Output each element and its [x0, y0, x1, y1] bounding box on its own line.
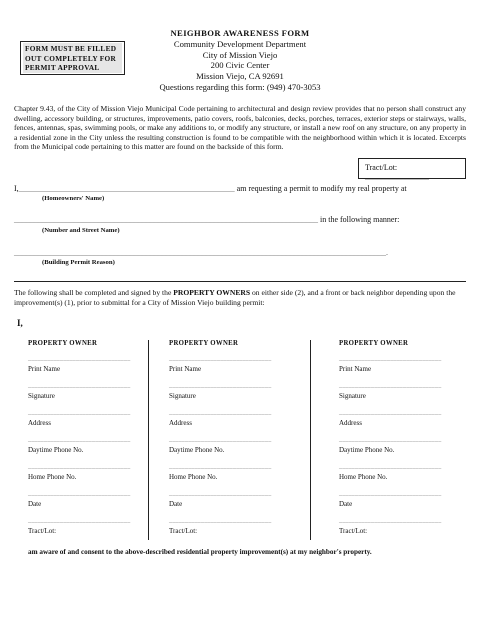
- field-label: Home Phone No.: [28, 473, 77, 481]
- homeowner-line: [14, 184, 407, 193]
- column-divider: [310, 340, 311, 540]
- i-prefix: I,: [17, 318, 23, 328]
- homeowner-name-caption: (Homeowners' Name): [42, 195, 105, 202]
- manner-text: in the following manner:: [320, 215, 400, 224]
- field-line[interactable]: ________________________________: [169, 518, 272, 524]
- field-label: Daytime Phone No.: [28, 446, 84, 454]
- note-emphasis: PROPERTY OWNERS: [173, 288, 251, 297]
- field-line[interactable]: ________________________________: [339, 464, 442, 470]
- street-caption: (Number and Street Name): [42, 227, 120, 234]
- field-line[interactable]: ________________________________: [28, 518, 131, 524]
- owner-column-3: [339, 340, 449, 540]
- section-divider: [14, 281, 466, 282]
- street-line: [14, 215, 399, 224]
- field-line[interactable]: ________________________________: [28, 383, 131, 389]
- consent-statement: am aware of and consent to the above-described residential property improvement(s) at my neighbor's property.: [28, 548, 372, 556]
- permit-reason-caption: (Building Permit Reason): [42, 259, 115, 266]
- questions-phone: Questions regarding this form: (949) 470-3053: [159, 81, 321, 92]
- homeowner-name-field[interactable]: ______________________________________________________: [18, 184, 235, 193]
- column-divider: [148, 340, 149, 540]
- field-line[interactable]: ________________________________: [339, 383, 442, 389]
- field-line[interactable]: ________________________________: [169, 491, 272, 497]
- owner-column-2: [169, 340, 279, 540]
- owner-column-1: [28, 340, 138, 540]
- field-line[interactable]: ________________________________: [169, 464, 272, 470]
- field-line[interactable]: ________________________________: [28, 356, 131, 362]
- field-label: Signature: [169, 392, 196, 400]
- note-text: on either side (2), and a front or back neighbor depending upon the improvement(s) (1), prior to submittal for a City of Mission Viejo building permit:: [14, 288, 456, 307]
- street-address-field[interactable]: ____________________________________________________________________________: [14, 215, 318, 224]
- notice-line: PERMIT APPROVAL: [25, 63, 100, 72]
- field-label: Home Phone No.: [169, 473, 218, 481]
- permit-notice: [23, 43, 122, 73]
- field-label: Print Name: [28, 365, 61, 373]
- field-label: Address: [28, 419, 51, 427]
- field-line[interactable]: ________________________________: [339, 491, 442, 497]
- field-label: Tract/Lot:: [169, 527, 198, 535]
- notice-line: OUT COMPLETELY FOR: [25, 53, 117, 63]
- form-header: [120, 28, 360, 93]
- field-label: Daytime Phone No.: [169, 446, 225, 454]
- instructions-note: [14, 288, 466, 307]
- line-prefix: I,: [14, 184, 19, 193]
- field-label: Signature: [28, 392, 55, 400]
- field-line[interactable]: ________________________________: [339, 410, 442, 416]
- column-heading: PROPERTY OWNER: [339, 340, 409, 347]
- tract-lot-field[interactable]: ________________: [365, 172, 429, 181]
- reason-line: [14, 248, 388, 257]
- field-label: Print Name: [339, 365, 372, 373]
- column-heading: PROPERTY OWNER: [28, 340, 98, 347]
- department-name: Community Development Department: [173, 38, 307, 49]
- column-heading: PROPERTY OWNER: [169, 340, 239, 347]
- intro-paragraph: Chapter 9.43, of the City of Mission Viejo Municipal Code pertaining to architectural and design review provides that no person shall construct any dwelling, accessory building, or structures, improvements, patio covers, roofs, balconies, decks, porches, terraces, exterior steps or stairways, walls, fences, antennas, spas, swimming pools, or make any additions to, or modify any structure, or install a new roof on any structure, on any property in a residential zone in the City unless the resulting construction is found to be compatible with the neighborhood within which it is located. Excerpts from the Municipal code pertaining to this matter are found on the backside of this form.: [14, 104, 466, 152]
- field-line[interactable]: ________________________________: [169, 356, 272, 362]
- request-text: am requesting a permit to modify my real property at: [236, 184, 407, 193]
- tract-lot-box[interactable]: [358, 158, 466, 179]
- field-label: Date: [28, 500, 42, 508]
- field-line[interactable]: ________________________________: [28, 410, 131, 416]
- permit-notice-box: [20, 41, 125, 75]
- field-label: Address: [339, 419, 362, 427]
- city-state-zip: Mission Viejo, CA 92691: [196, 71, 284, 82]
- field-label: Tract/Lot:: [28, 527, 57, 535]
- field-label: Print Name: [169, 365, 202, 373]
- form-title: NEIGHBOR AWARENESS FORM: [170, 28, 310, 38]
- field-line[interactable]: ________________________________: [339, 518, 442, 524]
- field-line[interactable]: ________________________________: [169, 437, 272, 443]
- field-label: Daytime Phone No.: [339, 446, 395, 454]
- city-name: City of Mission Viejo: [202, 49, 278, 60]
- notice-line: FORM MUST BE FILLED: [25, 44, 117, 53]
- field-line[interactable]: ________________________________: [169, 410, 272, 416]
- field-line[interactable]: ________________________________: [28, 437, 131, 443]
- field-label: Date: [169, 500, 183, 508]
- field-line[interactable]: ________________________________: [339, 356, 442, 362]
- tract-lot-label: Tract/Lot:: [365, 163, 398, 172]
- field-label: Signature: [339, 392, 366, 400]
- field-line[interactable]: ________________________________: [339, 437, 442, 443]
- field-label: Address: [169, 419, 192, 427]
- field-line[interactable]: ________________________________: [28, 464, 131, 470]
- field-label: Home Phone No.: [339, 473, 388, 481]
- field-line[interactable]: ________________________________: [169, 383, 272, 389]
- street-address: 200 Civic Center: [210, 60, 270, 71]
- field-line[interactable]: ________________________________: [28, 491, 131, 497]
- field-label: Tract/Lot:: [339, 527, 368, 535]
- permit-reason-field[interactable]: _____________________________________________________________________________________________.: [14, 248, 388, 257]
- note-text: The following shall be completed and signed by the: [14, 288, 174, 297]
- field-label: Date: [339, 500, 353, 508]
